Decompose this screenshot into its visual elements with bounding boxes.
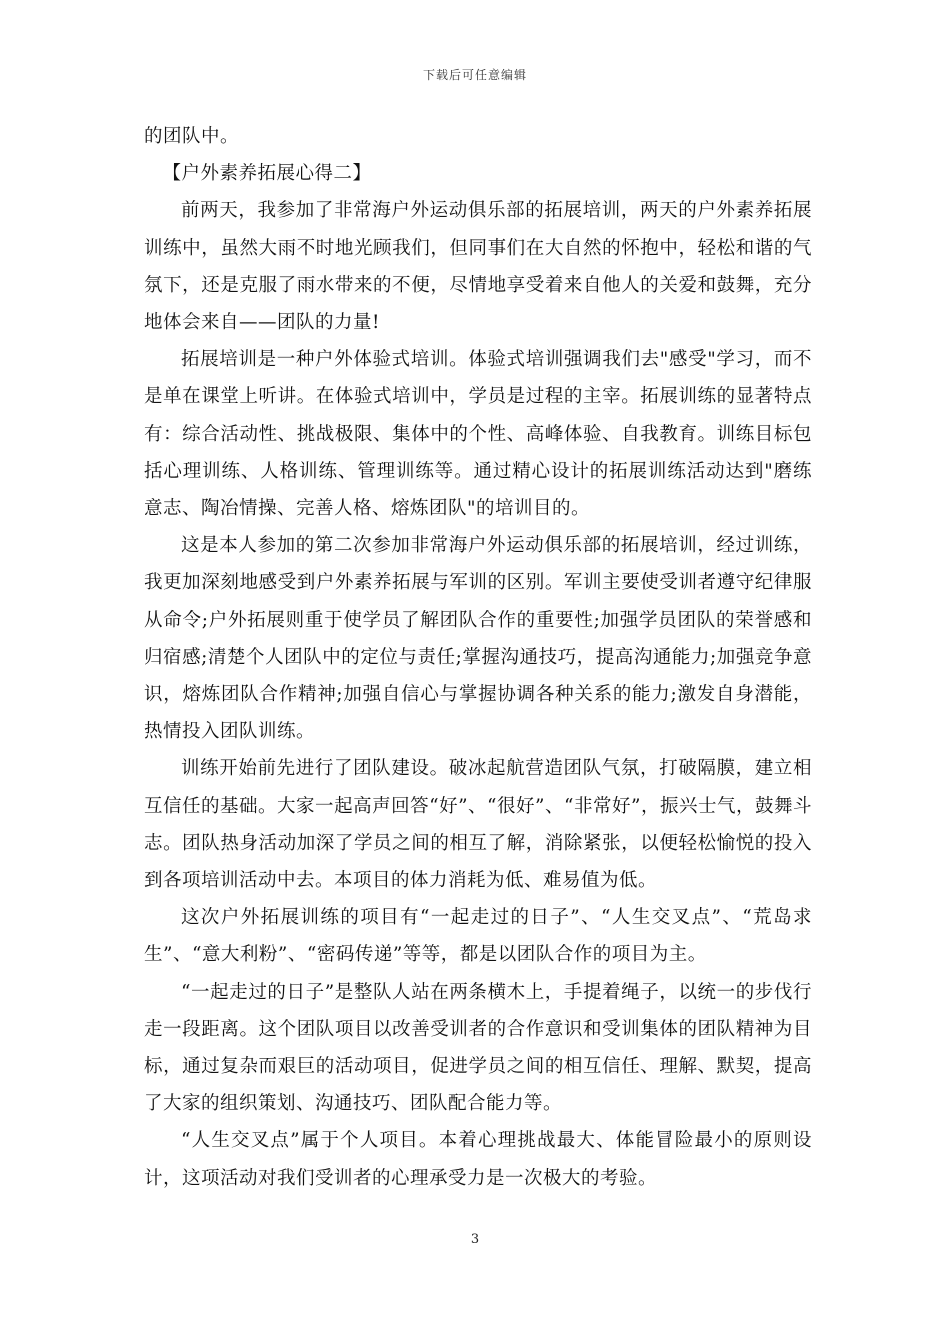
paragraph-continuation: 的团队中。 bbox=[144, 126, 240, 147]
paragraph: 前两天，我参加了非常海户外运动俱乐部的拓展培训，两天的户外素养拓展训练中，虽然大雨不时地光顾我们，但同事们在大自然的怀抱中，轻松和谐的气氛下，还是克服了雨水带来的不便，尽情地享受着来自他人的关爱和鼓舞，充分地体会来自——团队的力量! bbox=[144, 200, 812, 334]
paragraph: 这是本人参加的第二次参加非常海户外运动俱乐部的拓展培训，经过训练，我更加深刻地感受到户外素养拓展与军训的区别。军训主要使受训者遵守纪律服从命令;户外拓展则重于使学员了解团队合作的重要性;加强学员团队的荣誉感和归宿感;清楚个人团队中的定位与责任;掌握沟通技巧，提高沟通能力;加强竞争意识，熔炼团队合作精神;加强自信心与掌握协调各种关系的能力;激发自身潜能，热情投入团队训练。 bbox=[144, 535, 812, 743]
paragraph: 这次户外拓展训练的项目有“一起走过的日子”、“人生交叉点”、“荒岛求生”、“意大利粉”、“密码传递”等等，都是以团队合作的项目为主。 bbox=[144, 907, 812, 966]
header-note: 下载后可任意编辑 bbox=[422, 68, 527, 82]
paragraph: 训练开始前先进行了团队建设。破冰起航营造团队气氛，打破隔膜，建立相互信任的基础。大家一起高声回答“好”、“很好”、“非常好”，振兴士气，鼓舞斗志。团队热身活动加深了学员之间的相互了解，消除紧张，以便轻松愉悦的投入到各项培训活动中去。本项目的体力消耗为低、难易值为低。 bbox=[144, 758, 812, 892]
paragraph: “一起走过的日子”是整队人站在两条横木上，手提着绳子，以统一的步伐行走一段距离。这个团队项目以改善受训者的合作意识和受训集体的团队精神为目标，通过复杂而艰巨的活动项目，促进学员之间的相互信任、理解、默契，提高了大家的组织策划、沟通技巧、团队配合能力等。 bbox=[144, 981, 812, 1115]
section-heading: 【户外素养拓展心得二】 bbox=[162, 163, 372, 185]
document-body bbox=[144, 118, 812, 1197]
page-number: 3 bbox=[470, 1232, 480, 1247]
paragraph: “人生交叉点”属于个人项目。本着心理挑战最大、体能冒险最小的原则设计，这项活动对我们受训者的心理承受力是一次极大的考验。 bbox=[144, 1130, 812, 1189]
paragraph: 拓展培训是一种户外体验式培训。体验式培训强调我们去"感受"学习，而不是单在课堂上听讲。在体验式培训中，学员是过程的主宰。拓展训练的显著特点有：综合活动性、挑战极限、集体中的个性、高峰体验、自我教育。训练目标包括心理训练、人格训练、管理训练等。通过精心设计的拓展训练活动达到"磨练意志、陶冶情操、完善人格、熔炼团队"的培训目的。 bbox=[144, 349, 812, 520]
